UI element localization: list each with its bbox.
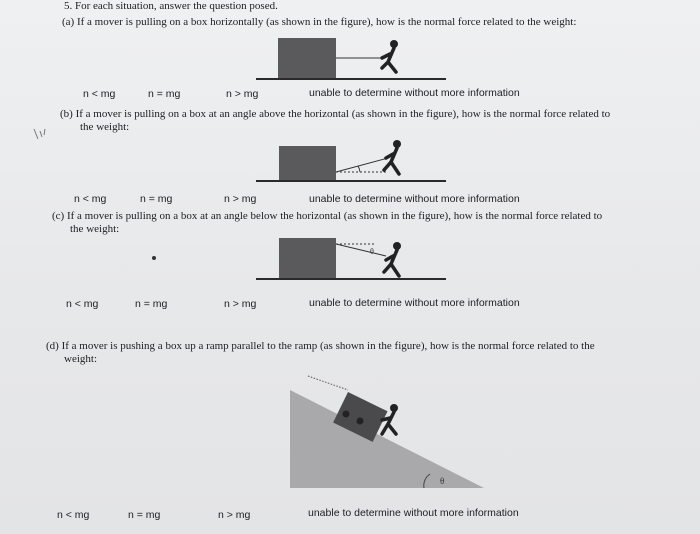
part-d-label: (d) (46, 340, 59, 352)
figure-a-box (278, 38, 336, 78)
figure-c-mover-icon (334, 238, 409, 283)
figure-c-angle-label: θ (370, 247, 374, 256)
figure-d-angle-label: θ (440, 476, 445, 486)
figure-d-ramp (288, 368, 488, 488)
part-c-choice-less[interactable]: n < mg (66, 298, 99, 310)
part-c-text-cont: the weight: (70, 223, 120, 235)
part-a-text: If a mover is pulling on a box horizontally (as shown in the figure), how is the normal force related to the weight: (76, 16, 577, 28)
question-heading: 5. For each situation, answer the question posed. (64, 0, 278, 12)
part-b-choice-equal[interactable]: n = mg (140, 193, 173, 205)
part-b-question (60, 108, 610, 121)
part-b-choice-less[interactable]: n < mg (74, 193, 107, 205)
figure-b-mover-icon (334, 138, 409, 183)
part-d-text-cont: weight: (64, 353, 97, 365)
dot-mark (152, 256, 156, 260)
figure-a-mover-icon (334, 38, 404, 83)
part-b-choice-greater[interactable]: n > mg (224, 193, 257, 205)
part-c-question (52, 210, 602, 223)
part-c-choice-equal[interactable]: n = mg (135, 298, 168, 310)
pen-mark-icon (30, 125, 50, 145)
part-d-question (46, 340, 595, 353)
part-c-choice-greater[interactable]: n > mg (224, 298, 257, 310)
figure-b-box (279, 146, 336, 180)
part-a-choice-unknown[interactable]: unable to determine without more information (309, 87, 520, 99)
part-a-question (62, 16, 576, 29)
part-d-choice-unknown[interactable]: unable to determine without more information (308, 507, 519, 519)
part-d-choice-equal[interactable]: n = mg (128, 509, 161, 521)
part-d-choice-greater[interactable]: n > mg (218, 509, 251, 521)
part-a-label: (a) (62, 16, 75, 28)
part-b-label: (b) (60, 108, 73, 120)
part-b-text-cont: the weight: (80, 121, 130, 133)
figure-c-box (279, 238, 336, 278)
part-c-text: If a mover is pulling on a box at an angle below the horizontal (as shown in the figure), how is the normal force related to (66, 210, 603, 222)
part-a-choice-equal[interactable]: n = mg (148, 88, 181, 100)
part-b-text: If a mover is pulling on a box at an angle above the horizontal (as shown in the figure), how is the normal force related to (75, 108, 611, 120)
part-c-choice-unknown[interactable]: unable to determine without more information (309, 297, 520, 309)
part-b-choice-unknown[interactable]: unable to determine without more information (309, 193, 520, 205)
part-d-text: If a mover is pushing a box up a ramp parallel to the ramp (as shown in the figure), how is the normal force related to the (61, 340, 595, 352)
part-a-choice-greater[interactable]: n > mg (226, 88, 259, 100)
part-d-choice-less[interactable]: n < mg (57, 509, 90, 521)
part-c-label: (c) (52, 210, 65, 222)
part-a-choice-less[interactable]: n < mg (83, 88, 116, 100)
